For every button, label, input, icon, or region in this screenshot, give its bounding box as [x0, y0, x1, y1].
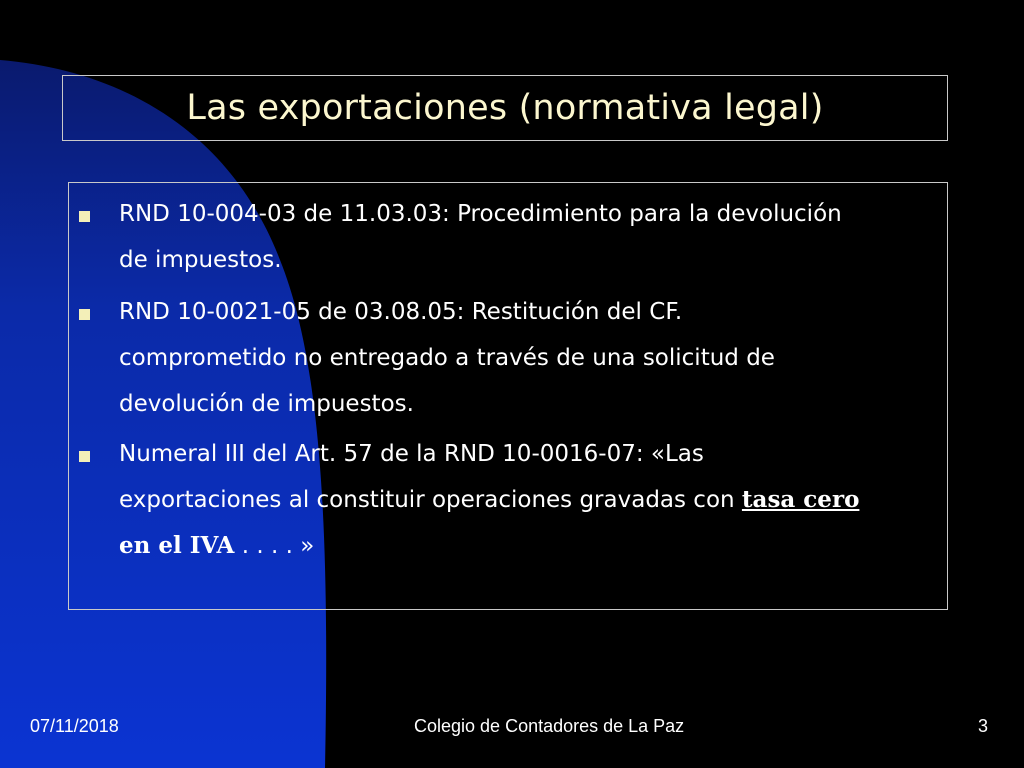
bullet-line: exportaciones al constituir operaciones gravadas con [119, 487, 742, 513]
bullet-line-suffix: . . . . » [234, 533, 315, 559]
slide-title: Las exportaciones (normativa legal) [186, 88, 824, 128]
bullet-line: RND 10-004-03 de 11.03.03: Procedimiento para la devolución [119, 201, 842, 227]
footer-date: 07/11/2018 [30, 716, 119, 736]
emphasis-tasa-cero: tasa cero [741, 486, 860, 513]
footer-organization: Colegio de Contadores de La Paz [414, 716, 685, 736]
square-bullet-icon [79, 309, 90, 320]
bullet-text [119, 289, 939, 427]
bullet-line: Numeral III del Art. 57 de la RND 10-0016-07: «Las [119, 441, 704, 467]
bullet-line: de impuestos. [119, 247, 282, 273]
bullet-line: comprometido no entregado a través de una solicitud de [119, 345, 775, 371]
footer-page-number: 3 [978, 716, 989, 736]
content-box [68, 182, 948, 610]
title-box [62, 75, 948, 141]
bullet-line: RND 10-0021-05 de 03.08.05: Restitución del CF. [119, 299, 683, 325]
square-bullet-icon [79, 451, 90, 462]
bullet-line: devolución de impuestos. [119, 391, 414, 417]
bullet-text [119, 191, 939, 283]
emphasis-iva: en el IVA [119, 532, 235, 559]
square-bullet-icon [79, 211, 90, 222]
bullet-text [119, 431, 939, 569]
